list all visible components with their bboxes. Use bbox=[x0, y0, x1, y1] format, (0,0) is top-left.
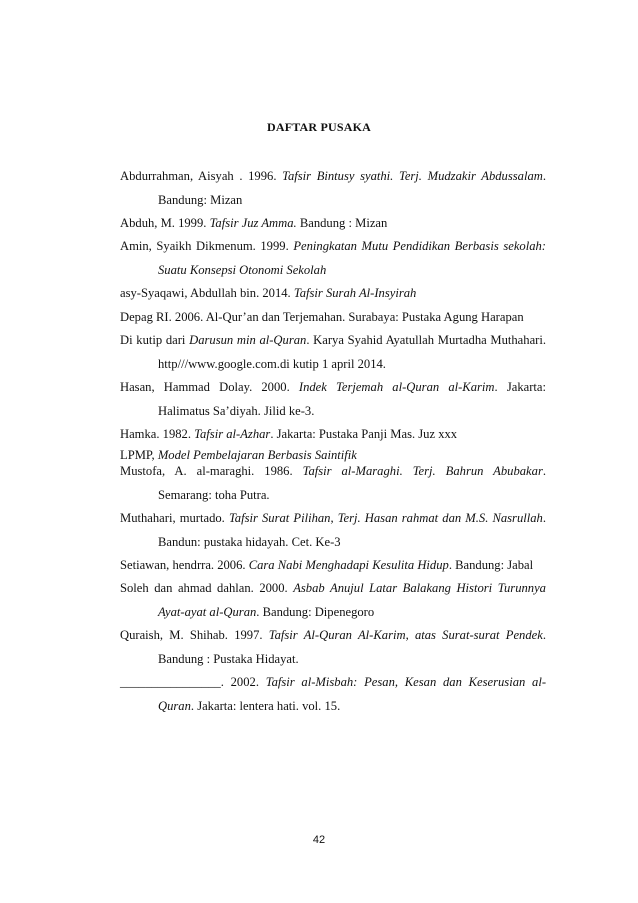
reference-entry: Muthahari, murtado. Tafsir Surat Pilihan, Terj. Hasan rahmat dan M.S. Nasrullah. Bandun: pustaka hidayah. Cet. Ke-3 bbox=[120, 511, 546, 549]
reference-entry: Depag RI. 2006. Al-Qur’an dan Terjemahan. Surabaya: Pustaka Agung Harapan bbox=[120, 310, 524, 324]
page-number: 42 bbox=[312, 834, 326, 846]
reference-entry: Hasan, Hammad Dolay. 2000. Indek Terjemah al-Quran al-Karim. Jakarta: Halimatus Sa’diyah. Jilid ke-3. bbox=[120, 380, 546, 418]
reference-entry: LPMP, Model Pembelajaran Berbasis Saintifik bbox=[120, 448, 357, 462]
reference-entry: Quraish, M. Shihab. 1997. Tafsir Al-Quran Al-Karim, atas Surat-surat Pendek. Bandung : Pustaka Hidayat. bbox=[120, 628, 546, 666]
reference-entry: Abdurrahman, Aisyah . 1996. Tafsir Bintusy syathi. Terj. Mudzakir Abdussalam. Bandung: Mizan bbox=[120, 169, 546, 207]
page-title: DAFTAR PUSAKA bbox=[266, 120, 372, 134]
reference-entry: Abduh, M. 1999. Tafsir Juz Amma. Bandung : Mizan bbox=[120, 216, 388, 230]
reference-entry: Amin, Syaikh Dikmenum. 1999. Peningkatan Mutu Pendidikan Berbasis sekolah: Suatu Konsepsi Otonomi Sekolah bbox=[120, 239, 546, 277]
reference-entry: Soleh dan ahmad dahlan. 2000. Asbab Anujul Latar Balakang Histori Turunnya Ayat-ayat al-Quran. Bandung: Dipenegoro bbox=[120, 581, 546, 619]
reference-entry: Di kutip dari Darusun min al-Quran. Karya Syahid Ayatullah Murtadha Muthahari. http///www.google.com.di kutip 1 april 2014. bbox=[120, 333, 546, 371]
reference-entry: ________________. 2002. Tafsir al-Misbah: Pesan, Kesan dan Keserusian al-Quran. Jakarta: lentera hati. vol. 15. bbox=[120, 675, 547, 713]
reference-entry: Hamka. 1982. Tafsir al-Azhar. Jakarta: Pustaka Panji Mas. Juz xxx bbox=[120, 427, 458, 441]
reference-entry: asy-Syaqawi, Abdullah bin. 2014. Tafsir Surah Al-Insyirah bbox=[120, 286, 417, 300]
reference-entry: Setiawan, hendrra. 2006. Cara Nabi Menghadapi Kesulita Hidup. Bandung: Jabal bbox=[120, 558, 534, 572]
reference-entry: Mustofa, A. al-maraghi. 1986. Tafsir al-Maraghi. Terj. Bahrun Abubakar. Semarang: toha Putra. bbox=[120, 464, 547, 502]
